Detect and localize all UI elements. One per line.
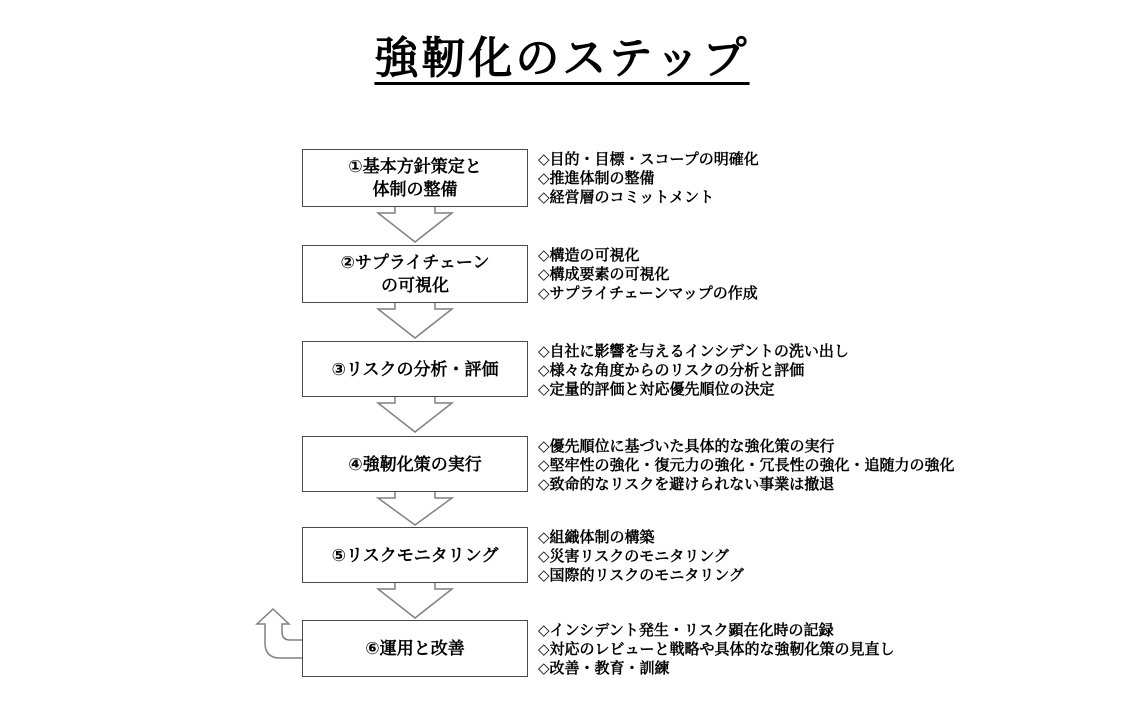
down-arrow-icon [375, 396, 455, 436]
bullet-item: ◇様々な角度からのリスクの分析と評価 [538, 362, 805, 379]
bullet-item: ◇自社に影響を与えるインシデントの洗い出し [538, 343, 849, 360]
down-arrow-icon [375, 582, 455, 622]
bullet-item: ◇構造の可視化 [538, 247, 640, 264]
bullet-item: ◇定量的評価と対応優先順位の決定 [538, 381, 775, 398]
bullet-item: ◇経営層のコミットメント [538, 189, 715, 206]
bullet-item: ◇災害リスクのモニタリング [538, 548, 729, 565]
bullet-item: ◇対応のレビューと戦略や具体的な強靭化策の見直し [538, 641, 895, 658]
step-bullets-5 [538, 528, 744, 585]
step-box-3 [302, 341, 528, 397]
bullet-item: ◇優先順位に基づいた具体的な強化策の実行 [538, 438, 835, 455]
step-bullets-6 [538, 621, 895, 678]
loop-back-arrow-icon [253, 605, 307, 663]
bullet-item: ◇組織体制の構築 [538, 529, 655, 546]
bullet-item: ◇致命的なリスクを避けられない事業は撤退 [538, 476, 835, 493]
bullet-item: ◇構成要素の可視化 [538, 266, 670, 283]
step-label-line: ②サプライチェーン [340, 253, 490, 272]
step-box-4 [302, 436, 528, 492]
down-arrow-icon [375, 302, 455, 342]
step-box-2 [302, 245, 528, 303]
step-bullets-4 [538, 437, 955, 494]
step-bullets-3 [538, 342, 849, 399]
bullet-item: ◇推進体制の整備 [538, 170, 655, 187]
down-arrow-icon [375, 206, 455, 246]
step-label-line: 体制の整備 [372, 180, 458, 199]
step-label-line: ④強靭化策の実行 [348, 454, 482, 474]
bullet-item: ◇堅牢性の強化・復元力の強化・冗長性の強化・追随力の強化 [538, 457, 955, 474]
down-arrow-icon [375, 491, 455, 531]
bullet-item: ◇インシデント発生・リスク顕在化時の記録 [538, 622, 834, 639]
step-label-line: ⑤リスクモニタリング [331, 545, 499, 565]
step-box-5 [302, 527, 528, 583]
step-label-line: ①基本方針策定と [348, 157, 482, 176]
step-label-line: の可視化 [381, 276, 449, 295]
step-bullets-2 [538, 246, 758, 303]
step-label-line: ⑥運用と改善 [365, 639, 465, 658]
step-bullets-1 [538, 150, 759, 207]
step-box-6 [302, 620, 528, 677]
bullet-item: ◇サプライチェーンマップの作成 [538, 285, 758, 302]
step-label-line: ③リスクの分析・評価 [331, 359, 499, 379]
bullet-item: ◇国際的リスクのモニタリング [538, 567, 744, 584]
page-title: 強靭化のステップ [374, 34, 750, 83]
bullet-item: ◇改善・教育・訓練 [538, 660, 670, 677]
step-box-1 [302, 149, 528, 207]
bullet-item: ◇目的・目標・スコープの明確化 [538, 151, 759, 168]
